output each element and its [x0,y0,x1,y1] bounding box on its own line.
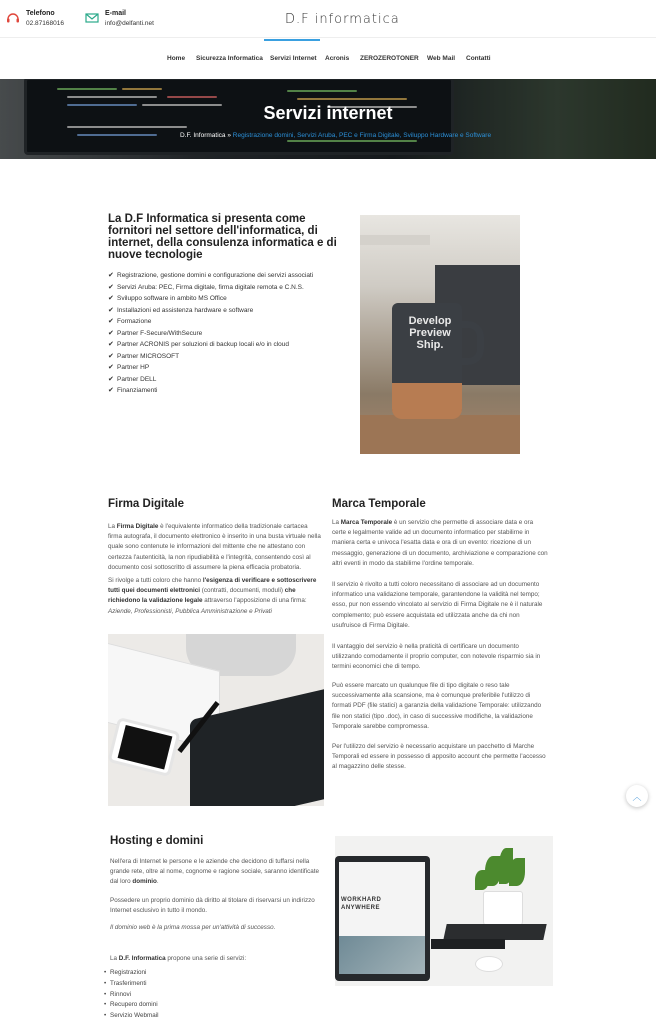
hosting-heading: Hosting e domini [110,835,204,847]
marca-paragraph-4: Può essere marcato un qualunque file di tipo digitale o reso tale successivamente alla scansione, ma è comunque preferibile l'utilizzo di formati PDF (file statici) a garanzia della validazione Temporale: utilizzando file non statici (tipo .doc), in caso di successive modifiche, la validazione Temporale sarebbe compromessa. [332,682,542,730]
intro-heading: La D.F Informatica si presenta come fornitori nel settore dell'informatica, di internet, della consulenza informatica e di nuove tecnologie [108,213,337,261]
marca-paragraph-3: Il vantaggio del servizio è nella praticità di certificare un documento utilizzando comodamente il proprio computer, con notevole risparmio sia in termini economici che di tempo. [332,643,541,671]
marca-heading: Marca Temporale [332,498,426,510]
phone-number[interactable]: 02.87168016 [26,20,64,27]
checklist-item: ✔ Partner F-Secure/WithSecure [108,328,313,340]
marca-paragraph-2: Il servizio è rivolto a tutti coloro necessitano di associare ad un documento informatico una validazione temporale, garantendone la validità nel tempo; esso, pur non essendo vincolato al servizio di Firma Digitale ne è il naturale complemento; può essere acquistata ed utilizzata anche da chi non usufruisce di Firma Digitale. [332,581,543,629]
phone-label: Telefono [26,10,55,17]
check-icon: ✔ [108,387,114,394]
services-checklist [108,270,313,397]
desk-photo [108,634,324,806]
check-icon: ✔ [108,306,114,314]
breadcrumb-home[interactable]: D.F. Informatica [180,132,226,139]
list-item: • Trasferimenti [104,979,159,990]
marca-paragraph-5: Per l'utilizzo del servizio è necessario acquistare un pacchetto di Marche Temporali ed essere in possesso di apposito account che permette l'accesso al magazzino delle stesse. [332,743,546,771]
nav-item-sicurezza[interactable]: Sicurezza Informatica [196,55,263,62]
chevron-up-icon: ︿ [632,791,642,802]
nav-item-acronis[interactable]: Acronis [325,55,350,62]
checklist-item: ✔ Finanziamenti [108,385,313,397]
scroll-to-top-button[interactable] [626,785,648,807]
checklist-item: ✔ Partner MICROSOFT [108,351,313,363]
firma-paragraph-1: La Firma Digitale è l'equivalente informatico della tradizionale cartacea firma autografa, il documento elettronico è inserito in una busta virtuale nella quale sono contenute le informazioni del mittente che ne attestano con certezza l'autenticità, la non ripudiabilità e l'integrità, consentendo così al documento così sottoscritto di assumere la piena efficacia probatoria. [108,523,321,571]
site-logo[interactable]: D.F informatica [285,12,400,27]
page-title: Servizi internet [263,103,393,123]
checklist-item: ✔ Partner ACRONIS per soluzioni di backup locali e/o in cloud [108,339,313,351]
email-label: E-mail [105,10,127,17]
email-address[interactable]: info@delfanti.net [105,20,154,27]
checklist-item: ✔ Servizi Aruba: PEC, Firma digitale, firma digitale remota e C.N.S. [108,282,313,294]
envelope-icon [85,11,99,25]
checklist-item: ✔ Sviluppo software in ambito MS Office [108,293,313,305]
check-icon: ✔ [108,364,114,371]
checklist-item: ✔ Installazioni ed assistenza hardware e software [108,305,313,317]
hosting-paragraph-3: Il dominio web è la prima mossa per un'attività di successo. [110,924,276,931]
breadcrumb [180,132,491,139]
check-icon: ✔ [108,341,114,348]
mug-text: Develop Preview Ship. [408,315,452,351]
hosting-paragraph-1: Nell'era di Internet le persone e le aziende che decidono di tuffarsi nella grande rete, oltre al nome, cognome e ragione sociale, saranno identificate dal loro dominio. [110,858,319,886]
nav-item-contatti[interactable]: Contatti [466,55,491,62]
nav-item-servizi-internet[interactable]: Servizi Internet [270,55,317,62]
main-nav [0,39,656,79]
mug-photo [360,215,520,454]
checklist-item: ✔ Formazione [108,316,313,328]
list-item: • Registrazioni [104,968,159,979]
check-icon: ✔ [108,329,114,337]
check-icon: ✔ [108,352,114,360]
nav-item-webmail[interactable]: Web Mail [427,55,456,62]
checklist-item: ✔ Registrazione, gestione domini e configurazione dei servizi associati [108,270,313,282]
firma-paragraph-2: Si rivolge a tutti coloro che hanno l'esigenza di verificare e sottoscrivere tutti quei documenti elettronici (contratti, documenti, moduli) che richiedono la validazione legale attraverso l'apposizione di una firma: Aziende, Professionisti, Pubblica Amministrazione e Privati [108,577,317,615]
checklist-item: ✔ Partner DELL [108,374,313,386]
list-item: • Rinnovi [104,990,159,1001]
nav-item-home[interactable]: Home [167,55,186,62]
hosting-paragraph-4: La D.F. Informatica propone una serie di servizi: [110,955,247,962]
check-icon: ✔ [108,375,114,383]
check-icon: ✔ [108,283,114,291]
hero-banner [0,79,656,159]
phone-contact[interactable] [6,9,64,29]
breadcrumb-current: Registrazione domini, Servizi Aruba, PEC e Firma Digitale, Sviluppo Hardware e Software [232,132,492,139]
list-item: • Servizio Webmail [104,1011,159,1022]
check-icon: ✔ [108,295,114,302]
check-icon: ✔ [108,272,114,279]
laptop-text-2: ANYWHERE [341,905,381,911]
nav-item-zerozerotoner[interactable]: ZEROZEROTONER [360,55,419,62]
check-icon: ✔ [108,318,114,325]
checklist-item: ✔ Partner HP [108,362,313,374]
headset-icon [6,11,20,25]
laptop-text-1: WORKHARD [341,897,382,903]
marca-paragraph-1: La Marca Temporale è un servizio che permette di associare data e ora certe e legalmente valide ad un documento informatico per stabilirne in maniera certa e univoca l'esatta data e ora di un evento: ricezione di un messaggio, generazione di un documento, archiviazione e comparazione con altri eventi in modo da stabilirne l'ordine temporale. [332,519,548,567]
laptop-photo [335,836,553,986]
top-bar [0,0,656,38]
list-item: • Recupero domini [104,1000,159,1011]
nav-active-indicator [264,39,320,41]
hosting-services-list [104,968,159,1022]
email-contact[interactable] [85,9,154,29]
firma-heading: Firma Digitale [108,498,185,510]
hosting-paragraph-2: Possedere un proprio dominio dà diritto al titolare di riservarsi un indirizzo Internet esclusivo in tutto il mondo. [110,897,315,915]
breadcrumb-separator: » [227,132,231,139]
